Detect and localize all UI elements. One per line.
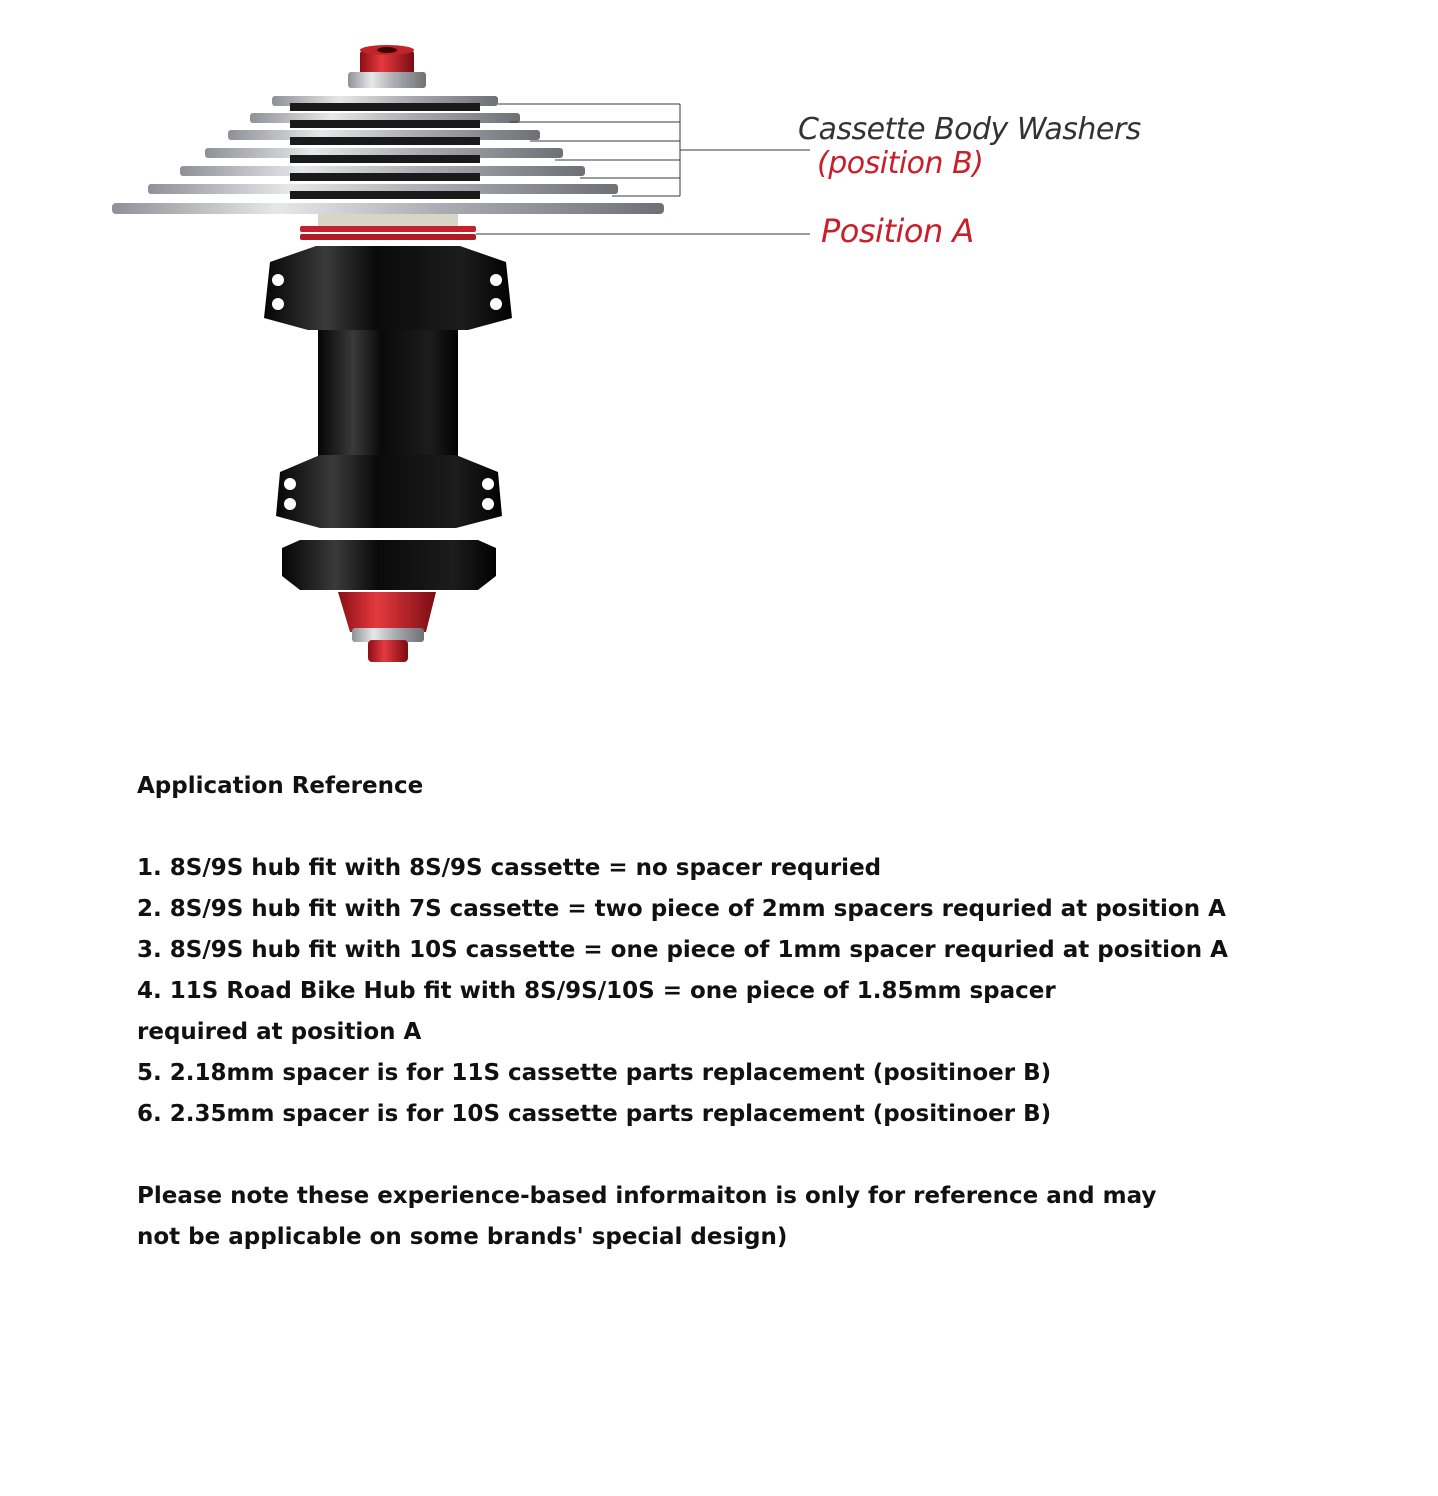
reference-item: 5. 2.18mm spacer is for 11S cassette parts replacement (positinoer B) — [137, 1060, 1052, 1086]
hub-product-figure — [0, 0, 1438, 700]
reference-item: 2. 8S/9S hub fit with 7S cassette = two piece of 2mm spacers requried at position A — [137, 896, 1226, 922]
washers-callout: Cassette Body Washers — [798, 112, 1141, 147]
reference-item: 3. 8S/9S hub fit with 10S cassette = one piece of 1mm spacer requried at position A — [137, 937, 1228, 963]
position-b-callout: (position B) — [817, 146, 984, 181]
hub-body — [264, 246, 512, 590]
reference-heading: Application Reference — [137, 773, 424, 799]
position-a-callout: Position A — [821, 212, 974, 250]
reference-item: 6. 2.35mm spacer is for 10S cassette parts replacement (positinoer B) — [137, 1101, 1052, 1127]
hub-illustration — [0, 0, 1438, 700]
reference-note: Please note these experience-based informaiton is only for reference and may not be applicable on some brands' special design) — [137, 1183, 1157, 1250]
top-end-cap — [348, 45, 426, 88]
reference-item: 4. 11S Road Bike Hub fit with 8S/9S/10S = one piece of 1.85mm spacer required at position A — [137, 978, 1056, 1045]
position-a-spacer — [300, 214, 476, 240]
reference-item: 1. 8S/9S hub fit with 8S/9S cassette = no spacer requried — [137, 855, 882, 881]
bottom-end-cap — [338, 592, 436, 662]
cassette-cogs — [112, 96, 664, 214]
application-reference — [137, 766, 1297, 1258]
